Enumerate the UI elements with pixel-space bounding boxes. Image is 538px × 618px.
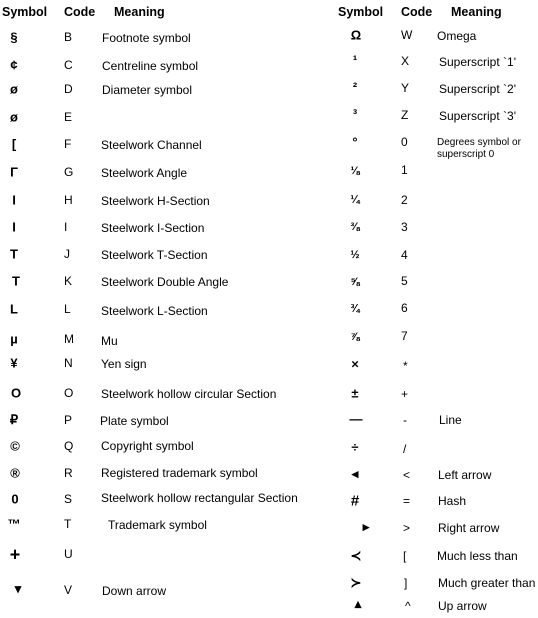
right-symbol: ¾ xyxy=(350,303,360,315)
left-code: N xyxy=(64,356,73,370)
left-meaning: Steelwork Angle xyxy=(101,166,188,180)
left-meaning: Steelwork hollow rectangular Section xyxy=(101,491,298,505)
right-code: 1 xyxy=(401,163,408,177)
left-symbol: Γ xyxy=(10,164,18,180)
left-symbol: T xyxy=(10,246,18,262)
left-symbol: ø xyxy=(10,81,18,97)
left-meaning: Diameter symbol xyxy=(102,83,193,97)
right-symbol: # xyxy=(350,492,360,510)
left-code: B xyxy=(64,30,73,44)
right-code: W xyxy=(401,28,413,42)
right-symbol: ½ xyxy=(350,249,360,261)
left-code: C xyxy=(64,58,73,72)
left-code: S xyxy=(64,492,73,506)
right-code: 6 xyxy=(401,301,408,315)
right-symbol: × xyxy=(351,356,359,372)
left-code: H xyxy=(64,193,73,207)
left-code: D xyxy=(64,82,73,96)
left-code: K xyxy=(64,274,73,288)
right-code: 4 xyxy=(401,248,408,262)
left-code: M xyxy=(64,332,74,346)
left-code: R xyxy=(64,466,73,480)
right-meaning: Much greater than xyxy=(438,576,536,590)
right-code: < xyxy=(403,468,411,482)
left-meaning: Steelwork T-Section xyxy=(101,248,208,262)
right-meaning: Degrees symbol or superscript 0 xyxy=(437,136,521,160)
right-code: 2 xyxy=(401,193,408,207)
right-code: Z xyxy=(401,108,409,122)
left-meaning: Steelwork hollow circular Section xyxy=(101,387,277,401)
right-symbol: ¹ xyxy=(352,52,358,68)
right-symbol: ² xyxy=(352,79,358,95)
left-code: V xyxy=(64,583,73,597)
right-code: / xyxy=(403,442,407,456)
right-symbol: ≻ xyxy=(350,575,362,590)
left-symbol: O xyxy=(10,385,22,401)
left-code: F xyxy=(64,137,72,151)
right-symbol: ± xyxy=(351,385,359,401)
left-symbol: § xyxy=(10,29,18,45)
right-symbol: ³ xyxy=(352,106,358,122)
left-meaning: Steelwork L-Section xyxy=(101,304,208,318)
left-symbol: ¥ xyxy=(10,355,18,371)
right-code: - xyxy=(403,413,407,427)
right-symbol: ¼ xyxy=(350,194,360,206)
left-meaning: Plate symbol xyxy=(100,414,169,428)
left-code: T xyxy=(64,517,72,531)
right-code: 7 xyxy=(401,329,408,343)
left-code: P xyxy=(64,413,73,427)
left-meaning: Steelwork H-Section xyxy=(101,194,210,208)
right-code: 5 xyxy=(401,274,408,288)
right-meaning: Superscript `1' xyxy=(439,55,516,69)
right-code: = xyxy=(403,494,411,508)
right-code: ^ xyxy=(405,599,411,613)
right-meaning: Right arrow xyxy=(438,521,500,535)
right-meaning: Up arrow xyxy=(438,599,487,613)
left-symbol: ₽ xyxy=(9,412,19,427)
left-symbol: I xyxy=(12,192,16,208)
left-symbol: µ xyxy=(10,331,18,347)
left-code: Q xyxy=(64,439,74,453)
left-symbol: © xyxy=(10,438,20,454)
left-symbol: ▾ xyxy=(14,581,22,596)
right-code: ] xyxy=(404,576,408,590)
left-meaning: Mu xyxy=(101,334,118,348)
left-header-symbol: Symbol xyxy=(2,5,48,19)
left-symbol: T xyxy=(12,273,20,289)
left-code: O xyxy=(64,386,74,400)
right-symbol: ▴ xyxy=(354,596,362,611)
left-code: L xyxy=(64,302,71,316)
left-meaning: Registered trademark symbol xyxy=(101,466,258,480)
right-symbol: ◂ xyxy=(351,466,359,481)
left-code: G xyxy=(64,165,74,179)
left-meaning: Steelwork Channel xyxy=(101,138,202,152)
right-header-meaning: Meaning xyxy=(451,5,502,19)
right-header-symbol: Symbol xyxy=(338,5,384,19)
left-meaning: Steelwork I-Section xyxy=(101,221,205,235)
left-symbol: I xyxy=(12,219,16,235)
left-meaning: Yen sign xyxy=(101,357,147,371)
left-meaning: Copyright symbol xyxy=(101,439,194,453)
left-code: J xyxy=(64,247,70,261)
right-symbol: ⅝ xyxy=(350,276,360,288)
right-code: 0 xyxy=(401,135,408,149)
left-meaning: Steelwork Double Angle xyxy=(101,275,229,289)
left-symbol: [ xyxy=(11,136,17,152)
left-meaning: Down arrow xyxy=(102,584,167,598)
right-meaning: Much less than xyxy=(437,549,518,563)
left-code: U xyxy=(64,547,73,561)
left-symbol: ¢ xyxy=(10,57,18,73)
right-symbol: Ω xyxy=(350,27,362,43)
left-meaning: Trademark symbol xyxy=(108,518,207,532)
right-meaning: Superscript `2' xyxy=(439,82,516,96)
left-code: I xyxy=(64,220,68,234)
right-symbol: ⅞ xyxy=(350,331,360,343)
right-symbol: ⅜ xyxy=(350,221,360,233)
left-symbol: ™ xyxy=(7,516,21,532)
right-code: * xyxy=(403,359,408,373)
right-code: X xyxy=(401,54,410,68)
right-code: Y xyxy=(401,81,410,95)
left-meaning: Footnote symbol xyxy=(102,31,191,45)
left-symbol: ® xyxy=(10,465,20,481)
right-symbol: ° xyxy=(352,134,358,150)
left-symbol: + xyxy=(9,544,21,565)
right-symbol: ≺ xyxy=(350,548,362,563)
left-meaning: Centreline symbol xyxy=(102,59,199,73)
right-code: + xyxy=(401,387,409,401)
right-symbol: ⅛ xyxy=(350,165,360,177)
right-meaning: Line xyxy=(439,413,462,427)
right-code: > xyxy=(403,521,411,535)
right-symbol: — xyxy=(349,411,363,427)
left-header-code: Code xyxy=(64,5,96,19)
left-header-meaning: Meaning xyxy=(114,5,165,19)
right-symbol: ▸ xyxy=(362,519,370,534)
left-symbol: L xyxy=(10,301,18,317)
right-meaning: Left arrow xyxy=(438,468,492,482)
right-meaning: Superscript `3' xyxy=(439,109,516,123)
right-code: 3 xyxy=(401,220,408,234)
left-symbol: ø xyxy=(10,109,18,125)
right-meaning: Omega xyxy=(437,29,477,43)
left-code: E xyxy=(64,110,73,124)
right-meaning: Hash xyxy=(438,494,467,508)
right-code: [ xyxy=(403,549,407,563)
right-header-code: Code xyxy=(401,5,433,19)
left-symbol: 0 xyxy=(11,491,19,507)
right-symbol: ÷ xyxy=(351,439,359,455)
